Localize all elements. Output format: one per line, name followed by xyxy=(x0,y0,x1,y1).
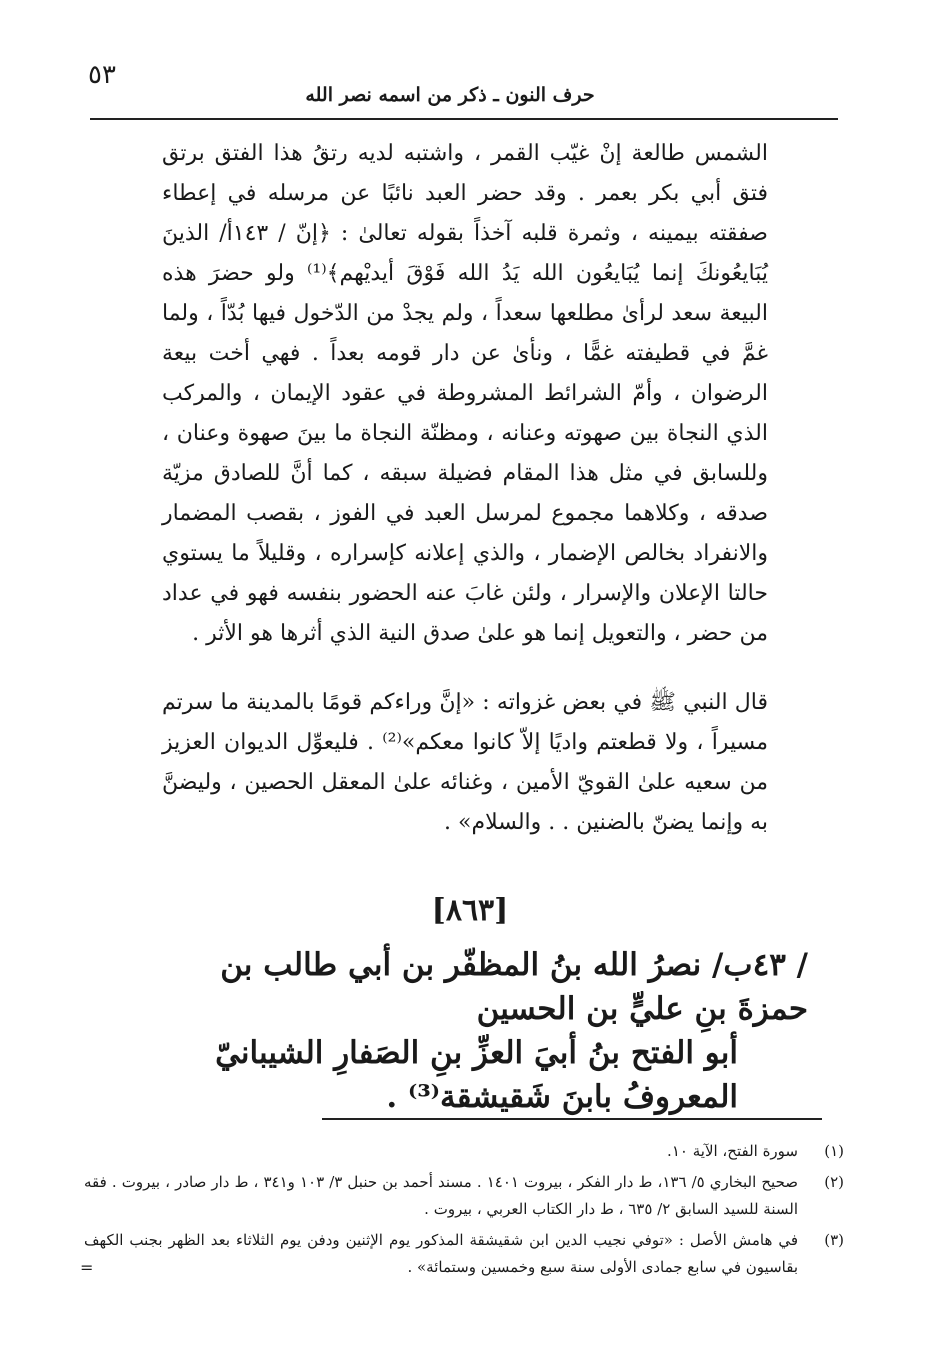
footnote-rule xyxy=(322,1118,822,1120)
footnote-number: (٢) xyxy=(824,1173,844,1191)
entry-heading-line-1: / ٤٣ب/ نصرُ الله بنُ المظفّر بن أبي طالب بن حمزةَ بنِ عليٍّ بن الحسين xyxy=(220,947,808,1027)
body-paragraph-1: الشمس طالعة إنْ غيّب القمر ، واشتبه لديه رتقُ هذا الفتق برتق فتق أبي بكر بعمر . وقد حضر العبد نائبًا عن مرسله في إعطاء صفقته بيمينه ، وثمرة قلبه آخذاً بقوله تعالىٰ : ﴿إنّ / ١٤٣أ/ الذينَ يُبَايعُونكَ إنما يُبَايعُون الله يَدُ الله فَوْقَ أيديْهم﴾⁽¹⁾ ولو حضرَ هذه البيعة سعد لرأىٰ مطلعها سعداً ، ولم يجدْ من الدّخول فيها بُدّاً ، ولما غمَّ في قطيفته غمًّا ، ونأىٰ عن دار قومه بعداً . فهي أخت بيعة الرضوان ، وأمّ الشرائط المشروطة في عقود الإيمان ، والمركب الذي النجاة بين صهوته وعنانه ، ومظنّة النجاة ما بينَ صهوة وعنان ، وللسابق في مثل هذا المقام فضيلة سبقه ، كما أنَّ للصادق مزيّة صدقه ، وكلاهما مجموع لمرسل العبد في الفوز ، بقصب المضمار والانفراد بخالص الإضمار ، والذي إعلانه كإسراره ، وقليلاً ما يستوي حالتا الإعلان والإسرار ، ولئن غابَ عنه الحضور بنفسه فهو في عداد من حضر ، والتعويل إنما هو علىٰ صدق النية الذي أثرها هو الأثر . xyxy=(162,141,768,646)
footnote xyxy=(84,1138,844,1165)
footnote-text: صحيح البخاري ٥/ ١٣٦، ط دار الفكر ، بيروت ١٤٠١ . مسند أحمد بن حنبل ٣/ ١٠٣ و٣٤١ ، ط دار صادر ، بيروت . فقه السنة للسيد السابق ٢/ ٦٣٥ ، ط دار الكتاب العربي ، بيروت . xyxy=(84,1173,799,1218)
footnotes xyxy=(84,1138,844,1285)
footnote-text: سورة الفتح، الآية ١٠. xyxy=(667,1142,798,1160)
footnote xyxy=(84,1169,844,1223)
body-paragraph-2: قال النبي ﷺ في بعض غزواته : «إنَّ وراءكم قومًا بالمدينة ما سرتم مسيراً ، ولا قطعتم واديًا إلاّ كانوا معكم»⁽²⁾ . فليعوِّل الديوان العزيز من سعيه علىٰ القويّ الأمين ، وغنائه علىٰ المعقل الحصين ، وليضنَّ به وإنما يضنّ بالضنين . . والسلام» . xyxy=(162,690,768,835)
running-title: حرف النون ـ ذكر من اسمه نصر الله xyxy=(305,84,595,106)
header-rule xyxy=(90,118,838,120)
margin-mark: = xyxy=(80,1258,94,1277)
entry-number: [٨٦٣] xyxy=(431,893,509,928)
entry-heading-line-2: أبو الفتح بنُ أبيَ العزِّ بنِ الصَفارِ الشيبانيّ المعروفُ بابنَ شَقيشقة⁽³⁾ . xyxy=(215,1035,738,1115)
footnote xyxy=(84,1227,844,1281)
entry-heading xyxy=(160,943,808,1119)
footnote-number: (٣) xyxy=(824,1231,844,1249)
footnote-number: (١) xyxy=(824,1142,844,1160)
footnote-text: في هامش الأصل : «توفي نجيب الدين ابن شقيشقة المذكور يوم الإثنين ودفن يوم الثلاثاء بعد الظهر بجنب الكهف بقاسيون في سابع جمادى الأولى سنة سبع وخمسين وستمائة» . xyxy=(84,1231,798,1276)
page-number: ٥٣ xyxy=(88,60,116,90)
